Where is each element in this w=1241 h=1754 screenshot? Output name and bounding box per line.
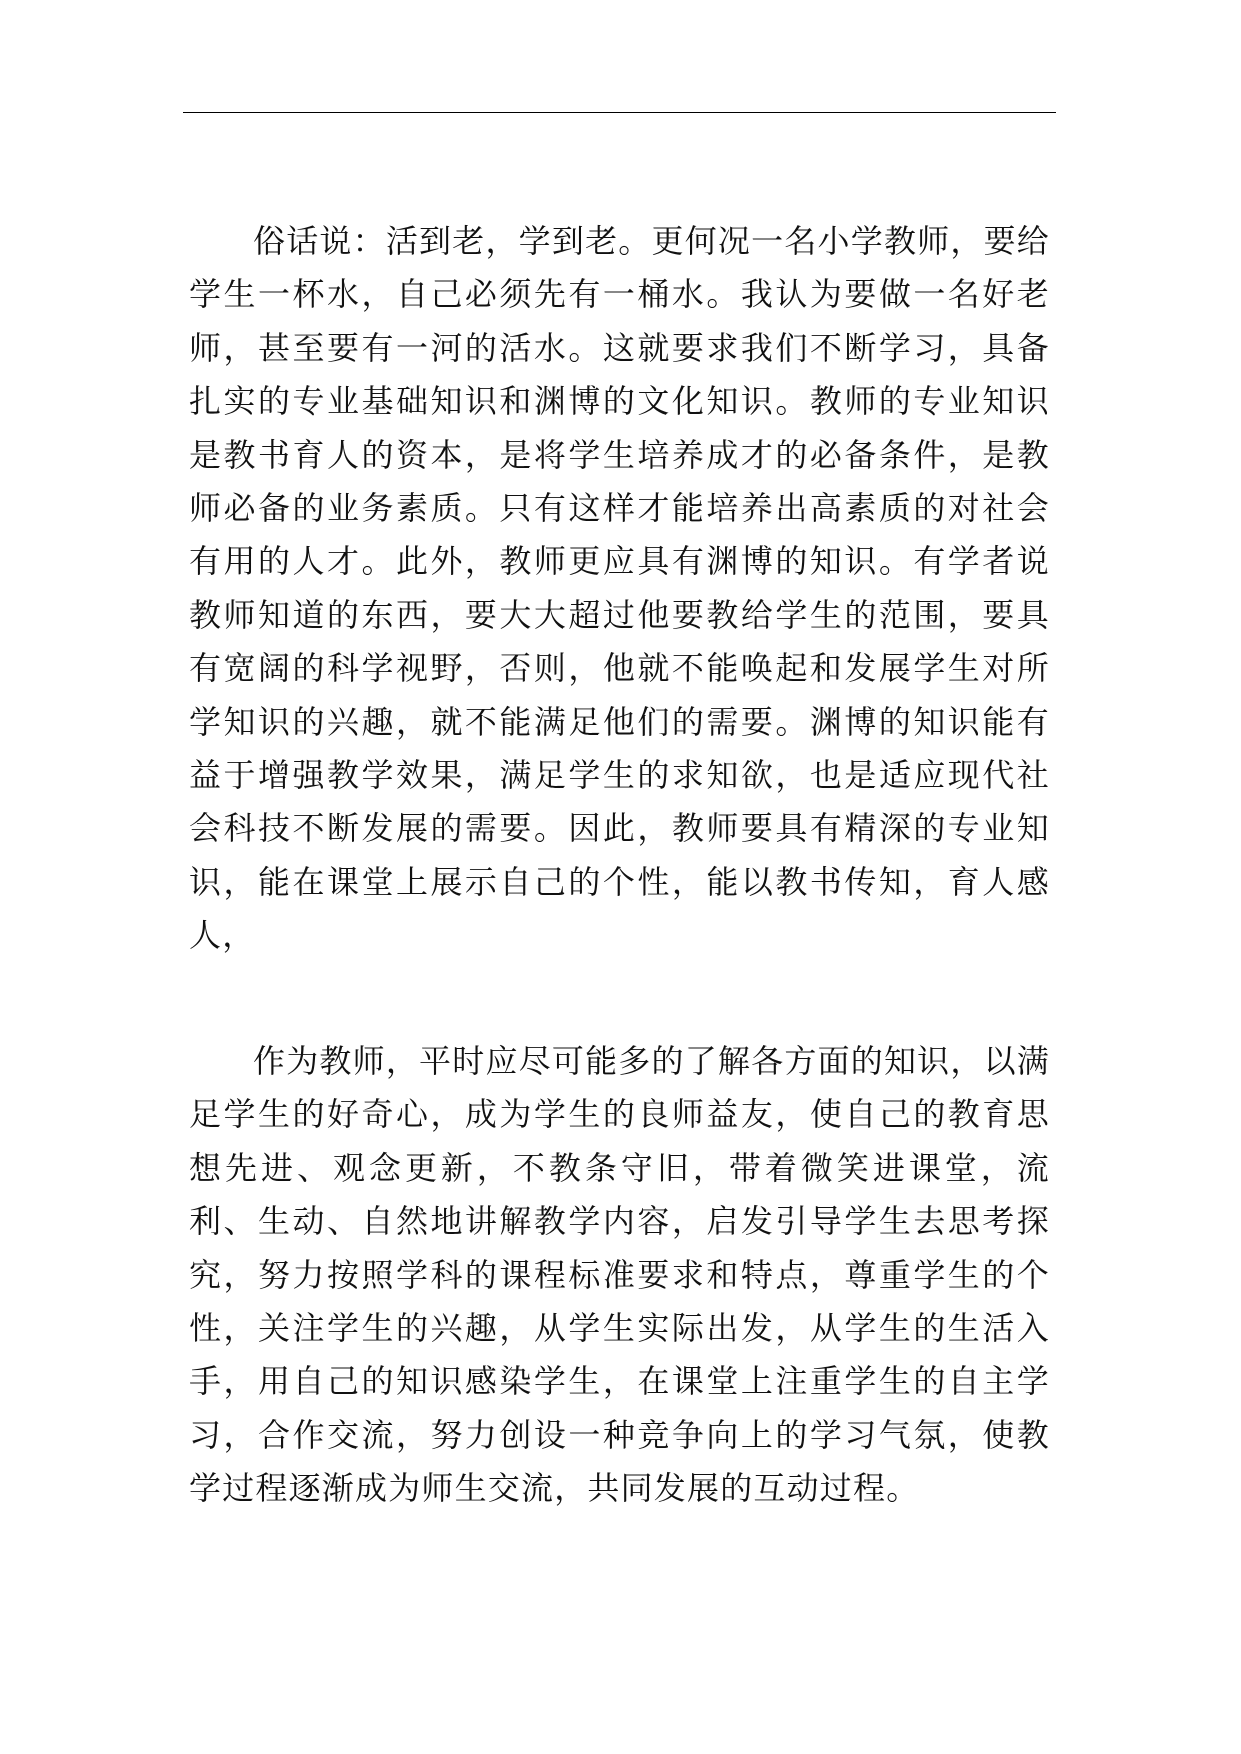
- paragraph-1: 俗话说：活到老，学到老。更何况一名小学教师，要给学生一杯水，自己必须先有一桶水。我认为要做一名好老师，甚至要有一河的活水。这就要求我们不断学习，具备扎实的专业基础知识和渊博的文化知识。教师的专业知识是教书育人的资本，是将学生培养成才的必备条件，是教师必备的业务素质。只有这样才能培养出高素质的对社会有用的人才。此外，教师更应具有渊博的知识。有学者说教师知道的东西，要大大超过他要教给学生的范围，要具有宽阔的科学视野，否则，他就不能唤起和发展学生对所学知识的兴趣，就不能满足他们的需要。渊博的知识能有益于增强教学效果，满足学生的求知欲，也是适应现代社会科技不断发展的需要。因此，教师要具有精深的专业知识，能在课堂上展示自己的个性，能以教书传知，育人感人，: [189, 222, 1050, 955]
- header-rule: [183, 112, 1056, 113]
- paragraph-2: 作为教师，平时应尽可能多的了解各方面的知识，以满足学生的好奇心，成为学生的良师益友，使自己的教育思想先进、观念更新，不教条守旧，带着微笑进课堂，流利、生动、自然地讲解教学内容，启发引导学生去思考探究，努力按照学科的课程标准要求和特点，尊重学生的个性，关注学生的兴趣，从学生实际出发，从学生的生活入手，用自己的知识感染学生，在课堂上注重学生的自主学习，合作交流，努力创设一种竞争向上的学习气氛，使教学过程逐渐成为师生交流，共同发展的互动过程。: [189, 1042, 1050, 1508]
